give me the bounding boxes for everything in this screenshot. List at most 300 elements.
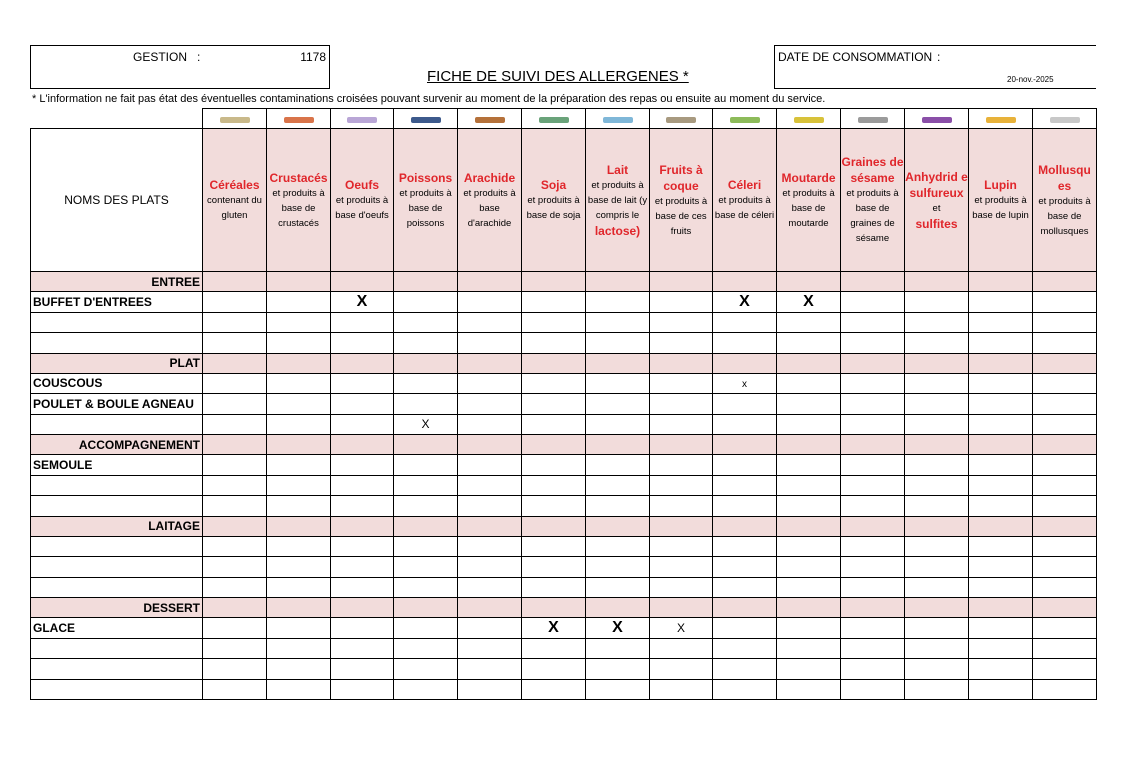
allergen-description: et produits à base de lupin — [972, 195, 1029, 221]
allergen-cell — [650, 272, 713, 292]
allergen-cell — [394, 638, 458, 659]
allergen-header — [203, 129, 267, 272]
allergen-cell — [522, 312, 586, 333]
allergen-cell — [394, 414, 458, 435]
allergen-cell — [394, 455, 458, 476]
allergen-cell — [969, 659, 1033, 680]
dish-name — [31, 475, 203, 496]
allergen-cell — [841, 373, 905, 394]
allergen-cell — [1033, 618, 1097, 639]
allergen-cell — [458, 373, 522, 394]
allergen-mark: X — [421, 417, 430, 432]
allergen-cell — [331, 638, 394, 659]
allergen-cell — [1033, 414, 1097, 435]
allergen-cell — [203, 394, 267, 415]
allergen-cell — [267, 455, 331, 476]
allergen-cell — [905, 373, 969, 394]
allergen-cell — [394, 516, 458, 536]
allergen-mark: X — [612, 618, 623, 636]
allergen-cell — [777, 679, 841, 700]
allergen-cell — [267, 435, 331, 455]
allergen-cell — [650, 435, 713, 455]
dish-name — [31, 496, 203, 517]
allergen-cell — [650, 577, 713, 598]
allergen-cell — [777, 414, 841, 435]
allergen-cell — [777, 659, 841, 680]
allergen-cell — [267, 353, 331, 373]
allergen-cell — [586, 455, 650, 476]
allergen-cell — [458, 312, 522, 333]
allergen-logo-cell — [713, 109, 777, 129]
allergen-cell — [1033, 577, 1097, 598]
allergen-cell — [586, 353, 650, 373]
allergen-cell — [522, 577, 586, 598]
allergen-cell — [458, 333, 522, 354]
date-label: DATE DE CONSOMMATION — [778, 50, 933, 64]
allergen-cell — [331, 577, 394, 598]
allergen-cell — [458, 455, 522, 476]
allergen-cell — [1033, 475, 1097, 496]
allergen-cell — [1033, 292, 1097, 313]
allergen-cell — [203, 659, 267, 680]
allergen-name: Fruits à coque — [659, 162, 703, 193]
allergen-cell — [394, 496, 458, 517]
table-row — [31, 333, 1097, 354]
allergen-cell — [969, 618, 1033, 639]
dish-name: COUSCOUS — [31, 373, 203, 394]
allergen-cell — [1033, 333, 1097, 354]
table-row — [31, 638, 1097, 659]
allergen-cell — [777, 638, 841, 659]
allergen-name: Graines de sésame — [841, 155, 904, 185]
allergen-cell — [1033, 516, 1097, 536]
allergen-name: Anhydrid e sulfureux — [905, 169, 968, 200]
allergen-cell — [905, 475, 969, 496]
allergen-cell — [522, 414, 586, 435]
allergen-cell — [650, 312, 713, 333]
allergen-cell — [650, 394, 713, 415]
section-label: ACCOMPAGNEMENT — [31, 435, 203, 455]
allergen-cell — [1033, 373, 1097, 394]
allergen-table — [30, 108, 1097, 700]
allergen-cell — [969, 516, 1033, 536]
section-row — [31, 435, 1097, 455]
section-label: PLAT — [31, 353, 203, 373]
allergen-cell — [267, 292, 331, 313]
allergen-logo-cell — [458, 109, 522, 129]
allergen-cell — [905, 394, 969, 415]
allergen-mark: X — [739, 292, 750, 310]
allergen-cell — [713, 679, 777, 700]
allergen-cell — [905, 577, 969, 598]
allergen-cell — [203, 373, 267, 394]
table-row — [31, 496, 1097, 517]
allergen-description: et produits à base de mollusques — [1038, 195, 1091, 237]
section-row — [31, 353, 1097, 373]
allergen-cell — [458, 414, 522, 435]
allergen-description: et — [932, 202, 941, 214]
allergen-cell — [841, 333, 905, 354]
allergen-header — [841, 129, 905, 272]
allergen-cell — [394, 272, 458, 292]
dish-name — [31, 577, 203, 598]
allergen-cell — [777, 353, 841, 373]
allergen-description-emphasis: lactose) — [594, 223, 641, 238]
allergen-cell — [777, 292, 841, 313]
allergen-cell — [841, 496, 905, 517]
allergen-header-row — [31, 129, 1097, 272]
allergen-cell — [1033, 679, 1097, 700]
allergen-cell — [969, 394, 1033, 415]
allergen-header — [522, 129, 586, 272]
allergen-cell — [905, 516, 969, 536]
allergen-cell — [458, 292, 522, 313]
allergen-cell — [458, 577, 522, 598]
allergen-cell — [522, 496, 586, 517]
allergen-cell — [522, 435, 586, 455]
allergen-description: et produits à base de graines de sésame — [846, 188, 899, 244]
gestion-label: GESTION — [133, 50, 188, 64]
allergen-logo-cell — [203, 109, 267, 129]
allergen-cell — [586, 435, 650, 455]
date-colon: : — [937, 50, 941, 64]
allergen-cell — [713, 312, 777, 333]
table-row — [31, 475, 1097, 496]
allergen-cell — [586, 659, 650, 680]
allergen-cell — [331, 312, 394, 333]
allergen-logo-cell — [650, 109, 713, 129]
allergen-cell — [586, 598, 650, 618]
allergen-cell — [586, 373, 650, 394]
allergen-header — [394, 129, 458, 272]
allergen-cell — [331, 353, 394, 373]
allergen-cell — [203, 333, 267, 354]
table-row — [31, 292, 1097, 313]
allergen-cell — [1033, 557, 1097, 578]
allergen-cell — [267, 475, 331, 496]
allergen-name: Moutarde — [781, 170, 836, 185]
allergen-cell — [586, 272, 650, 292]
allergen-cell — [267, 618, 331, 639]
allergen-cell — [650, 414, 713, 435]
allergen-cell — [394, 394, 458, 415]
allergen-cell — [650, 333, 713, 354]
allergen-cell — [841, 577, 905, 598]
allergen-cell — [203, 353, 267, 373]
allergen-cell — [458, 659, 522, 680]
allergen-logo-icon — [794, 117, 824, 123]
gestion-value: 1178 — [300, 50, 326, 64]
allergen-cell — [905, 455, 969, 476]
allergen-name: Céréales — [209, 178, 260, 192]
allergen-cell — [203, 536, 267, 557]
allergen-description: et produits à base de soja — [526, 195, 581, 221]
allergen-cell — [331, 373, 394, 394]
allergen-cell — [841, 659, 905, 680]
allergen-cell — [267, 516, 331, 536]
dish-name: GLACE — [31, 618, 203, 639]
allergen-name: Soja — [540, 178, 567, 192]
allergen-cell — [458, 475, 522, 496]
allergen-logo-icon — [347, 117, 377, 123]
allergen-cell — [650, 353, 713, 373]
allergen-cell — [969, 577, 1033, 598]
table-row — [31, 536, 1097, 557]
allergen-cell — [650, 536, 713, 557]
allergen-cell — [841, 292, 905, 313]
allergen-cell — [267, 312, 331, 333]
allergen-cell — [905, 536, 969, 557]
allergen-cell — [905, 598, 969, 618]
dish-name — [31, 659, 203, 680]
allergen-header — [905, 129, 969, 272]
allergen-cell — [203, 414, 267, 435]
dish-name — [31, 312, 203, 333]
allergen-header — [713, 129, 777, 272]
allergen-cell — [522, 659, 586, 680]
allergen-cell — [331, 475, 394, 496]
allergen-cell — [905, 312, 969, 333]
allergen-cell — [777, 333, 841, 354]
allergen-name: Crustacés — [269, 170, 328, 185]
allergen-cell — [1033, 312, 1097, 333]
allergen-cell — [522, 353, 586, 373]
table-row — [31, 373, 1097, 394]
allergen-cell — [394, 536, 458, 557]
allergen-cell — [458, 638, 522, 659]
section-row — [31, 272, 1097, 292]
allergen-cell — [331, 414, 394, 435]
allergen-cell — [522, 516, 586, 536]
allergen-mark: x — [742, 379, 747, 391]
allergen-cell — [522, 557, 586, 578]
allergen-cell — [586, 292, 650, 313]
allergen-cell — [203, 455, 267, 476]
allergen-cell — [905, 618, 969, 639]
allergen-cell — [522, 394, 586, 415]
allergen-logo-cell — [394, 109, 458, 129]
allergen-cell — [586, 496, 650, 517]
allergen-logo-icon — [284, 117, 314, 123]
allergen-cell — [713, 638, 777, 659]
allergen-cell — [841, 475, 905, 496]
allergen-cell — [969, 496, 1033, 517]
logo-row-blank — [31, 109, 203, 129]
allergen-logo-icon — [411, 117, 441, 123]
allergen-cell — [586, 577, 650, 598]
allergen-cell — [331, 496, 394, 517]
allergen-cell — [586, 414, 650, 435]
allergen-cell — [713, 516, 777, 536]
dish-name — [31, 638, 203, 659]
allergen-cell — [905, 496, 969, 517]
allergen-cell — [969, 598, 1033, 618]
page-title: FICHE DE SUIVI DES ALLERGENES * — [427, 68, 689, 85]
allergen-cell — [777, 272, 841, 292]
allergen-cell — [586, 618, 650, 639]
allergen-cell — [777, 516, 841, 536]
allergen-cell — [1033, 455, 1097, 476]
allergen-cell — [777, 618, 841, 639]
allergen-logo-cell — [841, 109, 905, 129]
allergen-header — [777, 129, 841, 272]
allergen-cell — [203, 557, 267, 578]
allergen-cell — [905, 557, 969, 578]
allergen-cell — [650, 638, 713, 659]
allergen-cell — [522, 292, 586, 313]
allergen-cell — [841, 516, 905, 536]
allergen-cell — [650, 516, 713, 536]
allergen-logo-cell — [522, 109, 586, 129]
allergen-cell — [267, 536, 331, 557]
allergen-mark: X — [676, 620, 685, 635]
allergen-logo-icon — [730, 117, 760, 123]
allergen-cell — [1033, 435, 1097, 455]
allergen-cell — [267, 373, 331, 394]
allergen-cell — [841, 272, 905, 292]
allergen-cell — [905, 638, 969, 659]
allergen-cell — [713, 373, 777, 394]
allergen-cell — [713, 598, 777, 618]
allergen-cell — [331, 679, 394, 700]
allergen-cell — [458, 679, 522, 700]
allergen-cell — [1033, 496, 1097, 517]
allergen-logo-icon — [475, 117, 505, 123]
allergen-cell — [969, 455, 1033, 476]
table-row — [31, 679, 1097, 700]
allergen-logo-icon — [603, 117, 633, 123]
allergen-cell — [203, 577, 267, 598]
allergen-cell — [841, 312, 905, 333]
allergen-cell — [522, 272, 586, 292]
allergen-cell — [713, 272, 777, 292]
allergen-cell — [969, 557, 1033, 578]
section-row — [31, 516, 1097, 536]
allergen-cell — [331, 516, 394, 536]
allergen-cell — [1033, 598, 1097, 618]
allergen-cell — [905, 414, 969, 435]
allergen-cell — [522, 618, 586, 639]
allergen-logo-cell — [267, 109, 331, 129]
allergen-name: Oeufs — [344, 178, 379, 192]
allergen-cell — [777, 373, 841, 394]
allergen-cell — [777, 475, 841, 496]
allergen-cell — [841, 414, 905, 435]
allergen-cell — [394, 353, 458, 373]
allergen-cell — [905, 333, 969, 354]
table-row — [31, 659, 1097, 680]
allergen-name: Arachide — [463, 170, 516, 185]
allergen-logo-cell — [586, 109, 650, 129]
allergen-cell — [267, 496, 331, 517]
date-value: 20-nov.-2025 — [1007, 75, 1054, 84]
allergen-cell — [713, 496, 777, 517]
allergen-cell — [841, 435, 905, 455]
allergen-cell — [650, 373, 713, 394]
allergen-cell — [650, 292, 713, 313]
dish-name — [31, 414, 203, 435]
allergen-cell — [586, 679, 650, 700]
table-row — [31, 394, 1097, 415]
allergen-cell — [458, 272, 522, 292]
allergen-header — [458, 129, 522, 272]
allergen-cell — [713, 618, 777, 639]
gestion-colon: : — [197, 50, 201, 64]
allergen-cell — [905, 272, 969, 292]
allergen-header — [331, 129, 394, 272]
allergen-cell — [969, 312, 1033, 333]
allergen-cell — [713, 536, 777, 557]
allergen-header — [650, 129, 713, 272]
section-label: LAITAGE — [31, 516, 203, 536]
allergen-cell — [203, 618, 267, 639]
allergen-description-emphasis: sulfites — [915, 216, 958, 231]
allergen-logo-cell — [1033, 109, 1097, 129]
allergen-cell — [777, 557, 841, 578]
allergen-cell — [394, 618, 458, 639]
allergen-cell — [1033, 638, 1097, 659]
allergen-description: et produits à base d'oeufs — [335, 195, 389, 221]
allergen-cell — [458, 598, 522, 618]
allergen-cell — [777, 536, 841, 557]
allergen-logo-icon — [220, 117, 250, 123]
allergen-cell — [267, 414, 331, 435]
allergen-description: et produits à base de ces fruits — [654, 195, 708, 237]
dish-names-header: NOMS DES PLATS — [31, 129, 203, 272]
allergen-cell — [586, 333, 650, 354]
allergen-cell — [777, 577, 841, 598]
allergen-description: et produits à base de moutarde — [782, 187, 835, 229]
allergen-cell — [331, 292, 394, 313]
dish-name: POULET & BOULE AGNEAU — [31, 394, 203, 415]
allergen-cell — [267, 679, 331, 700]
allergen-cell — [394, 598, 458, 618]
allergen-logo-cell — [969, 109, 1033, 129]
allergen-cell — [841, 353, 905, 373]
dish-name: SEMOULE — [31, 455, 203, 476]
allergen-cell — [394, 333, 458, 354]
allergen-cell — [203, 496, 267, 517]
allergen-cell — [650, 659, 713, 680]
allergen-logo-row — [31, 109, 1097, 129]
allergen-cell — [841, 455, 905, 476]
dish-name — [31, 333, 203, 354]
allergen-logo-icon — [1050, 117, 1080, 123]
allergen-cell — [203, 475, 267, 496]
section-label: DESSERT — [31, 598, 203, 618]
allergen-cell — [203, 638, 267, 659]
allergen-description: et produits à base de lait (y compris le — [587, 179, 648, 221]
allergen-cell — [267, 333, 331, 354]
allergen-cell — [713, 414, 777, 435]
allergen-mark: X — [803, 292, 814, 310]
allergen-cell — [905, 659, 969, 680]
allergen-cell — [713, 353, 777, 373]
allergen-cell — [713, 435, 777, 455]
allergen-mark: X — [548, 618, 559, 636]
allergen-cell — [1033, 272, 1097, 292]
allergen-cell — [650, 598, 713, 618]
allergen-cell — [586, 475, 650, 496]
allergen-cell — [267, 577, 331, 598]
allergen-cell — [650, 475, 713, 496]
allergen-cell — [458, 557, 522, 578]
allergen-cell — [713, 475, 777, 496]
allergen-cell — [969, 536, 1033, 557]
allergen-cell — [713, 557, 777, 578]
allergen-cell — [394, 435, 458, 455]
date-box — [774, 45, 1096, 89]
